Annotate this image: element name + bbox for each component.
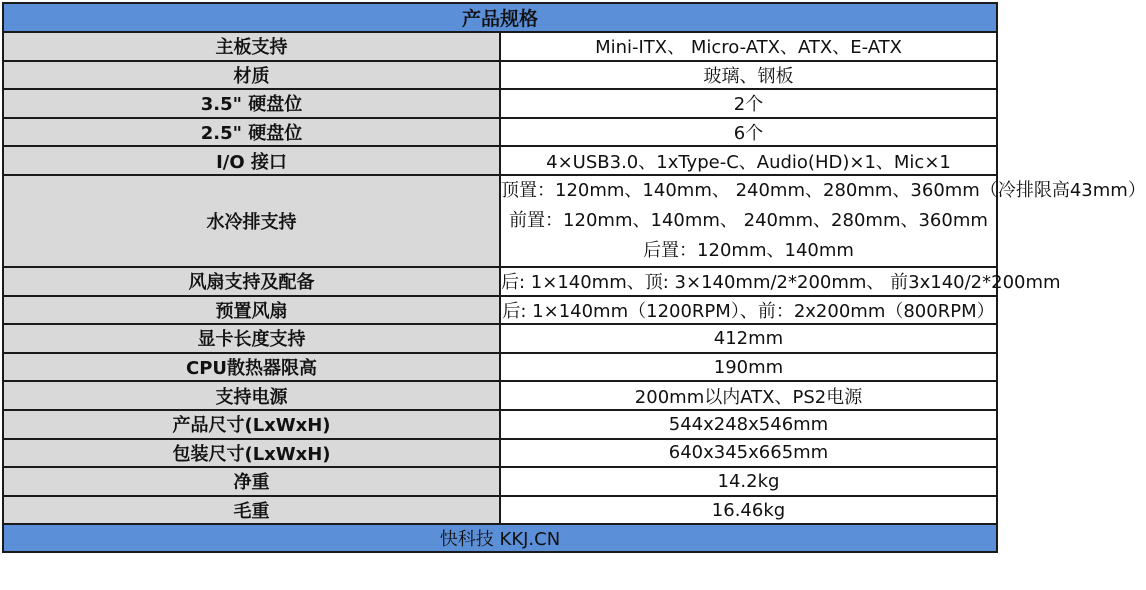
table-row (3, 324, 997, 353)
table-row (3, 118, 997, 147)
table-row (3, 467, 997, 496)
row-value: 190mm (500, 353, 997, 382)
row-label: 产品尺寸(LxWxH) (3, 410, 500, 439)
row-label: 显卡长度支持 (3, 324, 500, 353)
value-line: 前置：120mm、140mm、 240mm、280mm、360mm (509, 209, 988, 231)
row-value: 4×USB3.0、1xType-C、Audio(HD)×1、Mic×1 (500, 146, 997, 175)
source-footer: 快科技 KKJ.CN (3, 524, 997, 552)
row-value: 412mm (500, 324, 997, 353)
table-row (3, 496, 997, 525)
row-label: 水冷排支持 (3, 175, 500, 267)
row-value: 玻璃、钢板 (500, 61, 997, 90)
row-value: 200mm以内ATX、PS2电源 (500, 381, 997, 410)
row-value: Mini-ITX、 Micro-ATX、ATX、E-ATX (500, 32, 997, 61)
table-row (3, 267, 997, 296)
table-row (3, 410, 997, 439)
row-value: 6个 (500, 118, 997, 147)
table-row (3, 296, 997, 325)
table-title: 产品规格 (3, 3, 997, 32)
row-label: 主板支持 (3, 32, 500, 61)
row-value: 后: 1×140mm（1200RPM）、前：2x200mm（800RPM） (500, 296, 997, 325)
row-value: 后: 1×140mm、顶: 3×140mm/2*200mm、 前3x140/2*200mm (500, 267, 997, 296)
table-row (3, 439, 997, 468)
row-label: CPU散热器限高 (3, 353, 500, 382)
row-value: 544x248x546mm (500, 410, 997, 439)
row-value: 16.46kg (500, 496, 997, 525)
table-row (3, 61, 997, 90)
value-line: 顶置：120mm、140mm、 240mm、280mm、360mm（冷排限高43mm） (501, 179, 1146, 201)
row-label: 支持电源 (3, 381, 500, 410)
table-row (3, 146, 997, 175)
row-label: 材质 (3, 61, 500, 90)
table-row (3, 353, 997, 382)
table-row (3, 89, 997, 118)
row-value-multiline (500, 175, 1146, 267)
row-value: 640x345x665mm (500, 439, 997, 468)
table-row (3, 381, 997, 410)
row-label: 净重 (3, 467, 500, 496)
row-value: 14.2kg (500, 467, 997, 496)
row-label: 2.5" 硬盘位 (3, 118, 500, 147)
row-label: 预置风扇 (3, 296, 500, 325)
row-label: 包装尺寸(LxWxH) (3, 439, 500, 468)
row-label: 毛重 (3, 496, 500, 525)
row-label: I/O 接口 (3, 146, 500, 175)
spec-table (2, 2, 1146, 553)
table-row (3, 32, 997, 61)
row-label: 3.5" 硬盘位 (3, 89, 500, 118)
table-row (3, 175, 997, 267)
row-value: 2个 (500, 89, 997, 118)
row-label: 风扇支持及配备 (3, 267, 500, 296)
value-line: 后置：120mm、140mm (643, 239, 854, 261)
